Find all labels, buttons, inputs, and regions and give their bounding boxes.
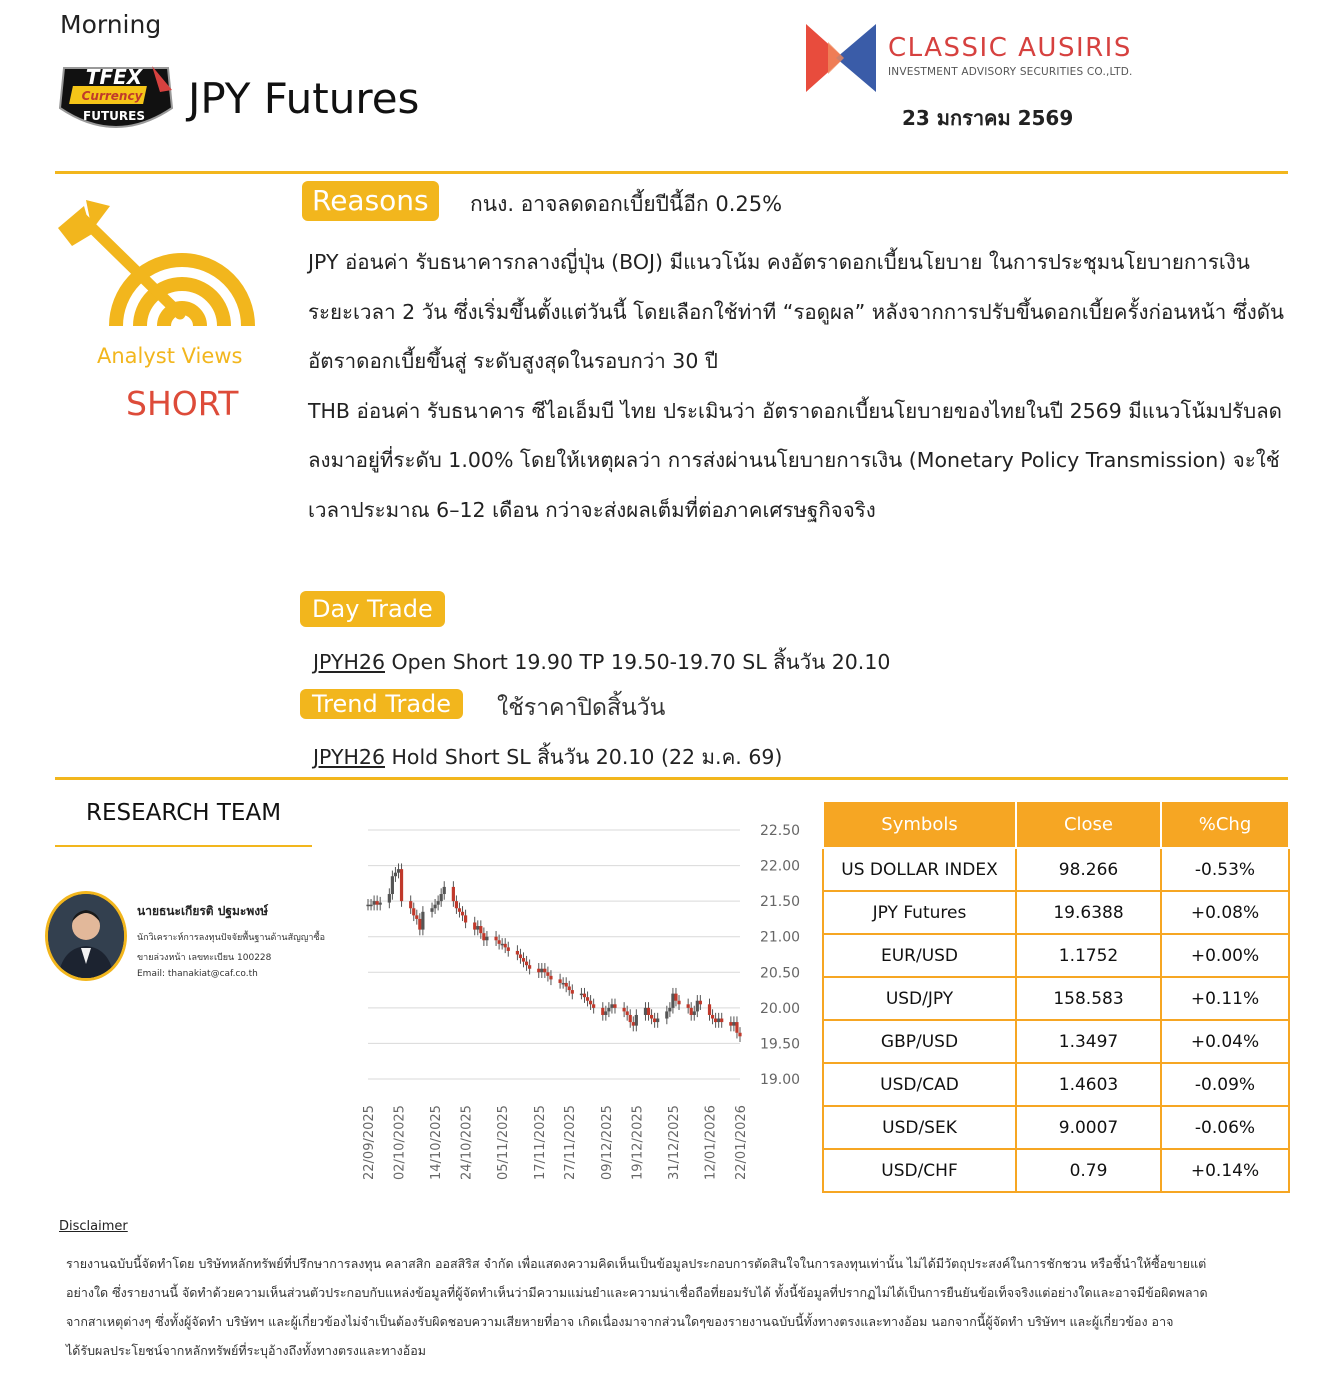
candle-body [418, 919, 421, 930]
candle-body [708, 1004, 711, 1015]
brand-name-part1: CLASSIC [888, 33, 1009, 63]
close-cell: 1.4603 [1016, 1063, 1161, 1106]
close-cell: 0.79 [1016, 1149, 1161, 1192]
y-tick-label: 19.50 [759, 1036, 801, 1053]
candle-body [586, 997, 589, 1001]
candle-body [412, 908, 415, 915]
candle-body [519, 955, 522, 959]
candle-body [391, 876, 394, 894]
y-tick-label: 20.50 [759, 965, 801, 982]
candle-body [516, 951, 519, 955]
candle-body [528, 965, 531, 969]
x-tick-label: 02/10/2025 [392, 1105, 408, 1180]
middle-divider [55, 777, 1288, 780]
close-cell: 1.1752 [1016, 934, 1161, 977]
brand-name-part2: AUSIRIS [1018, 33, 1132, 63]
candle-body [711, 1015, 714, 1019]
close-cell: 1.3497 [1016, 1020, 1161, 1063]
candle-body [665, 1011, 668, 1018]
candle-body [571, 990, 574, 994]
candle-body [696, 1001, 699, 1012]
symbol-cell: US DOLLAR INDEX [823, 848, 1016, 891]
candle-body [647, 1008, 650, 1015]
candle-body [610, 1004, 613, 1008]
analyst-role-line1: นักวิเคราะห์การลงทุนปัจจัยพื้นฐานด้านสัญญาซื้อ [137, 933, 325, 943]
candle-body [699, 1001, 702, 1005]
header-symbols: Symbols [823, 801, 1016, 848]
brand-name [888, 33, 1132, 63]
table-row [823, 1149, 1289, 1192]
candle-body [461, 912, 464, 916]
disclaimer-line: ได้รับผลประโยชน์จากหลักทรัพย์ที่ระบุอ้างถึงทั้งทางตรงและทางอ้อม [66, 1343, 426, 1358]
candle-body [668, 1008, 671, 1012]
reasons-body [308, 238, 1288, 535]
candle-body [589, 1001, 592, 1005]
change-cell: +0.04% [1161, 1020, 1289, 1063]
table-row [823, 891, 1289, 934]
trend-trade-tag: Trend Trade [300, 689, 463, 719]
candle-body [677, 1001, 680, 1005]
tfex-logo-line2: Currency [81, 89, 143, 103]
candle-body [568, 987, 571, 991]
table-row [823, 848, 1289, 891]
analyst-views-label: Analyst Views [97, 344, 243, 368]
x-tick-label: 14/10/2025 [429, 1105, 445, 1180]
symbol-cell: EUR/USD [823, 934, 1016, 977]
candle-body [440, 894, 443, 901]
table-row [823, 977, 1289, 1020]
candle-body [455, 901, 458, 908]
candle-body [394, 873, 397, 877]
reasons-tag: Reasons [302, 181, 439, 221]
candle-body [437, 901, 440, 905]
candle-body [732, 1022, 735, 1026]
symbol-cell: GBP/USD [823, 1020, 1016, 1063]
candle-body [421, 912, 424, 930]
candle-body [714, 1019, 717, 1023]
candle-body [623, 1008, 626, 1012]
y-tick-label: 20.00 [759, 1000, 801, 1017]
close-cell: 98.266 [1016, 848, 1161, 891]
candle-body [656, 1019, 659, 1023]
brand-subtitle: INVESTMENT ADVISORY SECURITIES CO.,LTD. [888, 66, 1133, 78]
analyst-role-line2: ขายล่วงหน้า เลขทะเบียน 100228 [137, 953, 272, 963]
x-tick-label: 27/11/2025 [563, 1105, 579, 1180]
y-tick-label: 22.00 [759, 858, 801, 875]
candle-body [653, 1019, 656, 1023]
tfex-logo-line3: FUTURES [83, 109, 145, 123]
y-tick-label: 22.50 [759, 823, 801, 839]
symbol-cell: USD/CHF [823, 1149, 1016, 1192]
reasons-headline: กนง. อาจลดดอกเบี้ยปีนี้อีก 0.25% [470, 192, 783, 216]
x-tick-label: 12/01/2026 [703, 1105, 719, 1180]
candle-body [562, 983, 565, 985]
day-trade-text: Open Short 19.90 TP 19.50-19.70 SL สิ้นวัน 20.10 [391, 650, 891, 674]
trend-trade-text: Hold Short SL สิ้นวัน 20.10 (22 ม.ค. 69) [391, 745, 783, 769]
change-cell: +0.11% [1161, 977, 1289, 1020]
change-cell: +0.14% [1161, 1149, 1289, 1192]
candle-body [729, 1022, 732, 1026]
top-divider [55, 171, 1288, 174]
disclaimer-line: รายงานฉบับนี้จัดทำโดย บริษัทหลักทรัพย์ที่ปรึกษาการลงทุน คลาสสิก ออสสิริส จำกัด เพื่อแสดงความคิดเห็นเป็นข้อมูลประกอบการตัดสินใจในการลงทุนเท่านั้น ไม่ได้มีวัตถุประสงค์ในการชักชวน หรือชี้นำให้ซื้อขายแต่ [66, 1256, 1207, 1271]
close-cell: 158.583 [1016, 977, 1161, 1020]
candle-body [379, 903, 382, 905]
edition-label: Morning [60, 10, 162, 39]
trend-trade-symbol: JPYH26 [313, 745, 385, 769]
trend-trade-note: ใช้ราคาปิดสิ้นวัน [497, 695, 666, 721]
candle-body [650, 1015, 653, 1019]
candle-body [415, 915, 418, 919]
candle-body [540, 969, 543, 973]
candle-body [473, 922, 476, 929]
change-cell: -0.06% [1161, 1106, 1289, 1149]
candle-body [580, 994, 583, 996]
candle-body [452, 887, 455, 901]
candle-body [494, 937, 497, 941]
candle-body [397, 869, 400, 873]
close-cell: 19.6388 [1016, 891, 1161, 934]
table-row [823, 1106, 1289, 1149]
table-row [823, 1063, 1289, 1106]
research-team-underline [55, 845, 312, 847]
candle-body [458, 908, 461, 912]
candle-body [607, 1008, 610, 1012]
candle-body [507, 947, 510, 951]
reason-paragraph-thb: THB อ่อนค่า รับธนาคาร ซีไอเอ็มบี ไทย ประเมินว่า อัตราดอกเบี้ยนโยบายของไทยในปี 2569 มีแนวโน้มปรับลดลงมาอยู่ที่ระดับ 1.00% โดยให้เหตุผลว่า การส่งผ่านนโยบายการเงิน (Monetary Policy Transmission) จะใช้เวลาประมาณ 6–12 เดือน กว่าจะส่งผลเต็มที่ต่อภาคเศรษฐกิจจริง [308, 398, 1282, 522]
candle-body [735, 1022, 738, 1033]
report-date: 23 มกราคม 2569 [902, 106, 1074, 130]
candle-body [537, 969, 540, 973]
y-tick-label: 21.00 [759, 929, 801, 946]
candle-body [498, 940, 501, 944]
analyst-avatar [45, 891, 127, 981]
candle-body [613, 1004, 616, 1008]
symbol-cell: USD/JPY [823, 977, 1016, 1020]
target-arrow-icon [58, 200, 260, 330]
candle-body [674, 994, 677, 1001]
candle-body [558, 979, 561, 983]
quotes-table [822, 800, 1290, 1193]
candle-body [601, 1008, 604, 1015]
classic-ausiris-logo [806, 22, 876, 94]
change-cell: +0.00% [1161, 934, 1289, 977]
analyst-email: Email: thanakiat@caf.co.th [137, 969, 258, 979]
symbol-cell: USD/SEK [823, 1106, 1016, 1149]
change-cell: -0.09% [1161, 1063, 1289, 1106]
x-tick-label: 05/11/2025 [496, 1105, 512, 1180]
candle-body [604, 1011, 607, 1015]
disclaimer-line: จากสาเหตุต่างๆ ซึ่งทั้งผู้จัดทำ บริษัทฯ และผู้เกี่ยวข้องไม่จำเป็นต้องรับผิดชอบความเสียหายที่อาจ เกิดเนื่องมาจากส่วนใดๆของรายงานฉบับนี้ทั้งทางตรงและทางอ้อม นอกจากนี้ผู้จัดทำ บริษัทฯ และผู้เกี่ยวข้อง อาจ [66, 1314, 1174, 1329]
candle-body [433, 905, 436, 909]
candle-body [543, 969, 546, 973]
disclaimer-title: Disclaimer [59, 1219, 128, 1234]
candle-body [629, 1015, 632, 1022]
tfex-currency-futures-logo [56, 62, 176, 142]
candle-body [644, 1008, 647, 1015]
day-trade-recommendation [313, 646, 890, 679]
y-tick-label: 19.00 [759, 1072, 801, 1088]
candle-body [592, 1004, 595, 1008]
candle-body [687, 1004, 690, 1008]
candle-body [479, 926, 482, 933]
close-cell: 9.0007 [1016, 1106, 1161, 1149]
disclaimer-body [66, 1249, 1266, 1365]
candle-body [464, 915, 467, 922]
candle-body [717, 1019, 720, 1023]
candle-body [626, 1011, 629, 1015]
table-row [823, 1020, 1289, 1063]
candle-body [409, 901, 412, 908]
symbol-cell: JPY Futures [823, 891, 1016, 934]
x-tick-label: 09/12/2025 [599, 1105, 615, 1180]
candle-body [546, 972, 549, 976]
symbol-cell: USD/CAD [823, 1063, 1016, 1106]
candle-body [400, 869, 403, 901]
reason-paragraph-jpy: JPY อ่อนค่า รับธนาคารกลางญี่ปุ่น (BOJ) มีแนวโน้ม คงอัตราดอกเบี้ยนโยบาย ในการประชุมนโยบายการเงินระยะเวลา 2 วัน ซึ่งเริ่มขึ้นตั้งแต่วันนี้ โดยเลือกใช้ท่าที “รอดูผล” หลังจากการปรับขึ้นดอกเบี้ยครั้งก่อนหน้า ซึ่งดันอัตราดอกเบี้ยขึ้นสู่ ระดับสูงสุดในรอบกว่า 30 ปี [308, 250, 1285, 373]
change-cell: -0.53% [1161, 848, 1289, 891]
analyst-call: SHORT [126, 384, 239, 423]
x-tick-label: 22/09/2025 [362, 1105, 377, 1180]
candle-body [369, 905, 372, 907]
day-trade-tag: Day Trade [300, 591, 445, 627]
day-trade-symbol: JPYH26 [313, 650, 385, 674]
candle-body [376, 901, 379, 905]
price-chart [340, 810, 810, 1190]
x-tick-label: 19/12/2025 [630, 1105, 646, 1180]
trend-trade-recommendation [313, 741, 782, 774]
candle-body [388, 894, 391, 903]
candle-body [525, 962, 528, 966]
research-team-title: RESEARCH TEAM [86, 800, 282, 826]
disclaimer-line: อย่างใด ซึ่งรายงานนี้ จัดทำด้วยความเห็นส่วนตัวประกอบกับแหล่งข้อมูลที่ผู้จัดทำเห็นว่ามีความแม่นยำและความน่าเชื่อถือที่ยอมรับได้ ทั้งนี้ข้อมูลที่ปรากฏไม่ได้เป็นการยืนยันข้อเท็จจริงแต่อย่างใดและอาจมีข้อผิดพลาด [66, 1285, 1208, 1300]
y-tick-label: 21.50 [759, 894, 801, 911]
candle-body [632, 1022, 635, 1026]
candle-body [476, 926, 479, 930]
header-pct-change: %Chg [1161, 801, 1289, 848]
candle-body [482, 933, 485, 940]
header-close: Close [1016, 801, 1161, 848]
candle-body [504, 944, 507, 948]
table-row [823, 934, 1289, 977]
candle-body [671, 994, 674, 1008]
x-tick-label: 31/12/2025 [666, 1105, 682, 1180]
analyst-name: นายธนะเกียรติ ปฐมะพงษ์ [137, 904, 269, 918]
candle-body [549, 976, 552, 980]
tfex-logo-line1: TFEX [85, 65, 143, 89]
candle-body [565, 983, 568, 987]
candle-body [522, 958, 525, 962]
quotes-header-row [823, 801, 1289, 848]
x-tick-label: 22/01/2026 [734, 1105, 749, 1180]
candle-body [485, 937, 488, 941]
x-tick-label: 24/10/2025 [459, 1105, 475, 1180]
candle-body [693, 1011, 696, 1015]
candle-body [443, 887, 446, 894]
page-title: JPY Futures [188, 74, 420, 123]
x-tick-label: 17/11/2025 [532, 1105, 548, 1180]
candle-body [720, 1019, 723, 1023]
candle-body [366, 905, 369, 907]
candle-body [635, 1015, 638, 1026]
candle-body [690, 1008, 693, 1015]
candle-body [583, 994, 586, 998]
candle-body [372, 901, 375, 905]
change-cell: +0.08% [1161, 891, 1289, 934]
candle-body [501, 944, 504, 946]
candle-body [738, 1033, 741, 1037]
candle-body [430, 908, 433, 912]
